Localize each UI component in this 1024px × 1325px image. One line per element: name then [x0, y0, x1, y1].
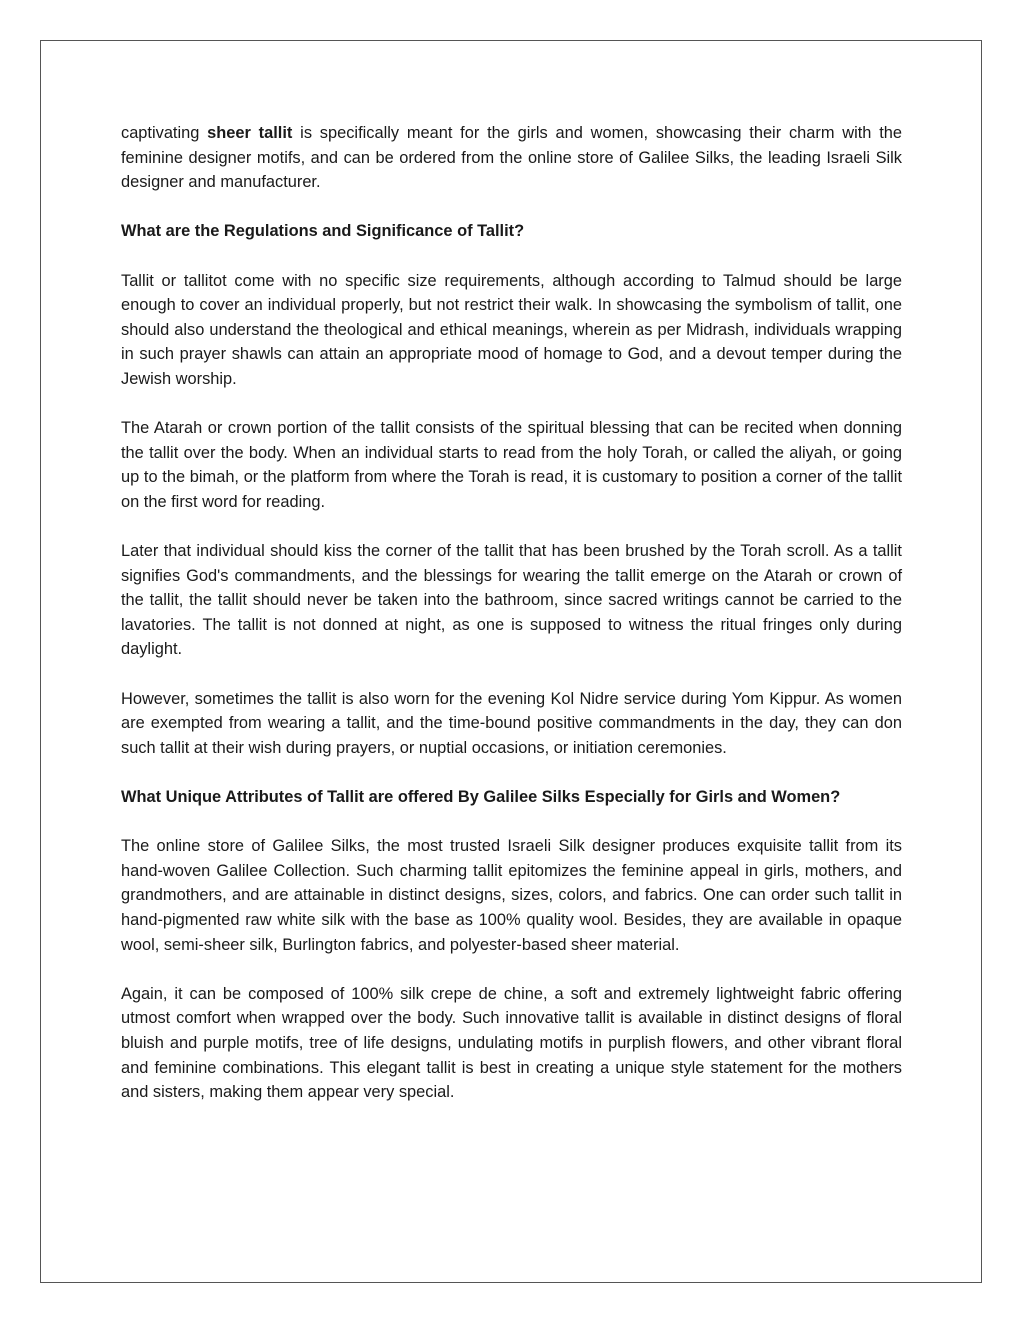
paragraph-kol-nidre: However, sometimes the tallit is also worn for the evening Kol Nidre service during Yom Kippur. As women are exempted from wearing a tallit, and the time-bound positive commandments in the day, they can don such tallit at their wish during prayers, or nuptial occasions, or initiation ceremonies.	[121, 689, 902, 757]
document-body	[121, 121, 902, 1129]
intro-paragraph	[121, 121, 902, 195]
intro-text-start: captivating	[121, 124, 208, 142]
intro-text-end: is specifically meant for the girls and women, showcasing their charm with the feminine designer motifs, and can be ordered from the online store of Galilee Silks, the leading Israeli Silk designer and manufacturer.	[121, 124, 902, 192]
paragraph-atarah: The Atarah or crown portion of the tallit consists of the spiritual blessing that can be recited when donning the tallit over the body. When an individual starts to read from the holy Torah, or called the aliyah, or going up to the bimah, or the platform from where the Torah is read, it is customary to position a corner of the tallit on the first word for reading.	[121, 419, 902, 511]
paragraph-size-requirements: Tallit or tallitot come with no specific size requirements, although according to Talmud should be large enough to cover an individual properly, but not restrict their walk. In showcasing the symbolism of tallit, one should also understand the theological and ethical meanings, wherein as per Midrash, individuals wrapping in such prayer shawls can attain an appropriate mood of homage to God, and a devout temper during the Jewish worship.	[121, 271, 902, 388]
paragraph-torah-kiss: Later that individual should kiss the corner of the tallit that has been brushed by the Torah scroll. As a tallit signifies God's commandments, and the blessings for wearing the tallit emerge on the Atarah or crown of the tallit, the tallit should never be taken into the bathroom, since sacred writings cannot be carried to the lavatories. The tallit is not donned at night, as one is supposed to witness the ritual fringes only during daylight.	[121, 542, 902, 659]
paragraph-galilee-collection: The online store of Galilee Silks, the most trusted Israeli Silk designer produces exquisite tallit from its hand-woven Galilee Collection. Such charming tallit epitomizes the feminine appeal in girls, mothers, and grandmothers, and are attainable in distinct designs, sizes, colors, and fabrics. One can order such tallit in hand-pigmented raw white silk with the base as 100% quality wool. Besides, they are available in opaque wool, semi-sheer silk, Burlington fabrics, and polyester-based sheer material.	[121, 837, 902, 954]
paragraph-silk-crepe: Again, it can be composed of 100% silk crepe de chine, a soft and extremely lightweight fabric offering utmost comfort when wrapped over the body. Such innovative tallit is available in distinct designs of floral bluish and purple motifs, tree of life designs, undulating motifs in purplish flowers, and other vibrant floral and feminine combinations. This elegant tallit is best in creating a unique style statement for the mothers and sisters, making them appear very special.	[121, 984, 902, 1102]
intro-bold-term: sheer tallit	[207, 124, 293, 142]
section-heading-attributes: What Unique Attributes of Tallit are offered By Galilee Silks Especially for Girls and Women?	[121, 788, 841, 807]
section-heading-regulations: What are the Regulations and Significance of Tallit?	[121, 222, 525, 241]
